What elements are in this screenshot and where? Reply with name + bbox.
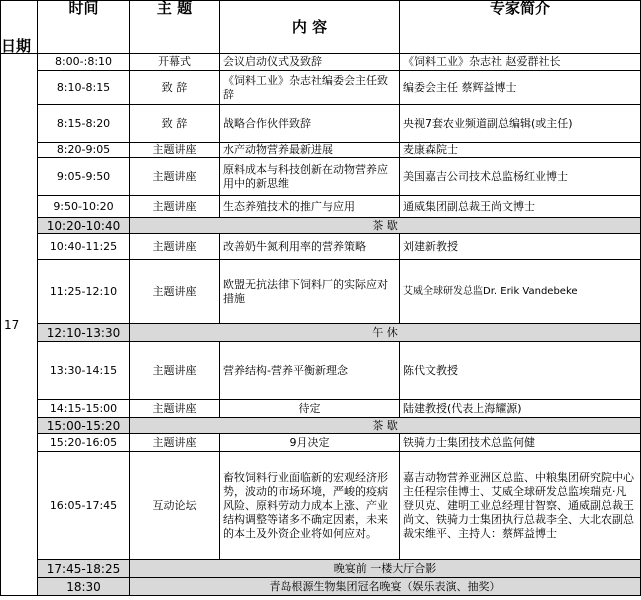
header-expert: 专家简介	[400, 1, 641, 54]
expert-cell: 铁骑力士集团技术总监何健	[400, 434, 641, 452]
time-cell: 16:05-17:45	[38, 452, 130, 560]
table-row	[1, 143, 641, 158]
topic-cell: 主题讲座	[130, 342, 220, 400]
expert-cell: 麦康森院士	[400, 143, 641, 158]
expert-cell: 通威集团副总裁王尚文博士	[400, 196, 641, 218]
date-cell: 17	[1, 54, 38, 596]
header-topic: 主 题	[130, 1, 220, 54]
topic-cell: 互动论坛	[130, 452, 220, 560]
time-cell: 9:05-9:50	[38, 158, 130, 196]
table-row	[1, 434, 641, 452]
content-cell: 欧盟无抗法律下饲料厂的实际应对措施	[220, 260, 400, 324]
table-row	[1, 105, 641, 143]
topic-cell: 主题讲座	[130, 158, 220, 196]
expert-cell: 陆建教授(代表上海耀源)	[400, 400, 641, 418]
content-cell: 营养结构-营养平衡新理念	[220, 342, 400, 400]
table-row	[1, 260, 641, 324]
expert-cell: 美国嘉吉公司技术总监杨红业博士	[400, 158, 641, 196]
break-label: 青岛根源生物集团冠名晚宴（娱乐表演、抽奖）	[130, 578, 641, 596]
expert-cell: 央视7套农业频道副总编辑(或主任)	[400, 105, 641, 143]
topic-cell: 致 辞	[130, 105, 220, 143]
time-cell: 8:15-8:20	[38, 105, 130, 143]
content-cell: 待定	[220, 400, 400, 418]
time-cell: 10:20-10:40	[38, 218, 130, 234]
table-row	[1, 234, 641, 260]
content-cell: 水产动物营养最新进展	[220, 143, 400, 158]
header-row	[1, 1, 641, 54]
break-row	[1, 218, 641, 234]
topic-cell: 主题讲座	[130, 143, 220, 158]
expert-cell: 陈代文教授	[400, 342, 641, 400]
break-row	[1, 418, 641, 434]
time-cell: 15:20-16:05	[38, 434, 130, 452]
content-cell: 改善奶牛氮利用率的营养策略	[220, 234, 400, 260]
header-time: 时间	[38, 1, 130, 54]
content-cell: 战略合作伙伴致辞	[220, 105, 400, 143]
time-cell: 17:45-18:25	[38, 560, 130, 578]
break-row	[1, 578, 641, 596]
time-cell: 13:30-14:15	[38, 342, 130, 400]
time-cell: 12:10-13:30	[38, 324, 130, 342]
content-cell: 会议启动仪式及致辞	[220, 54, 400, 71]
table-row	[1, 452, 641, 560]
time-cell: 8:10-8:15	[38, 71, 130, 105]
expert-cell: 艾威全球研发总监Dr. Erik Vandebeke	[400, 260, 641, 324]
time-cell: 8:20-9:05	[38, 143, 130, 158]
break-label: 午 休	[130, 324, 641, 342]
time-cell: 9:50-10:20	[38, 196, 130, 218]
topic-cell: 主题讲座	[130, 234, 220, 260]
content-cell: 畜牧饲料行业面临新的宏观经济形势，波动的市场环境，严峻的疫病风险、原料劳动力成本上涨、产业结构调整等诸多不确定因素，未来的本土及外资企业将如何应对。	[220, 452, 400, 560]
topic-cell: 主题讲座	[130, 434, 220, 452]
break-row	[1, 560, 641, 578]
content-cell: 9月决定	[220, 434, 400, 452]
break-row	[1, 324, 641, 342]
table-row	[1, 71, 641, 105]
table-row	[1, 342, 641, 400]
topic-cell: 主题讲座	[130, 260, 220, 324]
time-cell: 15:00-15:20	[38, 418, 130, 434]
topic-cell: 开幕式	[130, 54, 220, 71]
topic-cell: 主题讲座	[130, 400, 220, 418]
break-label: 晚宴前 一楼大厅合影	[130, 560, 641, 578]
topic-cell: 主题讲座	[130, 196, 220, 218]
header-date: 日期	[1, 1, 38, 54]
table-row	[1, 158, 641, 196]
expert-cell: 《饲料工业》杂志社 赵爱群社长	[400, 54, 641, 71]
time-cell: 14:15-15:00	[38, 400, 130, 418]
table-row	[1, 54, 641, 71]
topic-cell: 致 辞	[130, 71, 220, 105]
table-row	[1, 400, 641, 418]
expert-cell: 嘉吉动物营养亚洲区总监、中粮集团研究院中心主任程宗佳博士、艾威全球研发总监埃瑞克·凡登贝克、建明工业总经理甘智察、通威副总裁王尚文、铁骑力士集团执行总裁李全、大北农副总裁宋维平、主持人：蔡辉益博士	[400, 452, 641, 560]
break-label: 茶 歇	[130, 418, 641, 434]
content-cell: 生态养殖技术的推广与应用	[220, 196, 400, 218]
time-cell: 10:40-11:25	[38, 234, 130, 260]
expert-cell: 刘建新教授	[400, 234, 641, 260]
header-content: 内 容	[220, 1, 400, 54]
time-cell: 8:00-:8:10	[38, 54, 130, 71]
table-row	[1, 196, 641, 218]
expert-cell: 编委会主任 蔡辉益博士	[400, 71, 641, 105]
content-cell: 《饲料工业》杂志社编委会主任致辞	[220, 71, 400, 105]
content-cell: 原料成本与科技创新在动物营养应用中的新思维	[220, 158, 400, 196]
time-cell: 11:25-12:10	[38, 260, 130, 324]
time-cell: 18:30	[38, 578, 130, 596]
break-label: 茶 歇	[130, 218, 641, 234]
